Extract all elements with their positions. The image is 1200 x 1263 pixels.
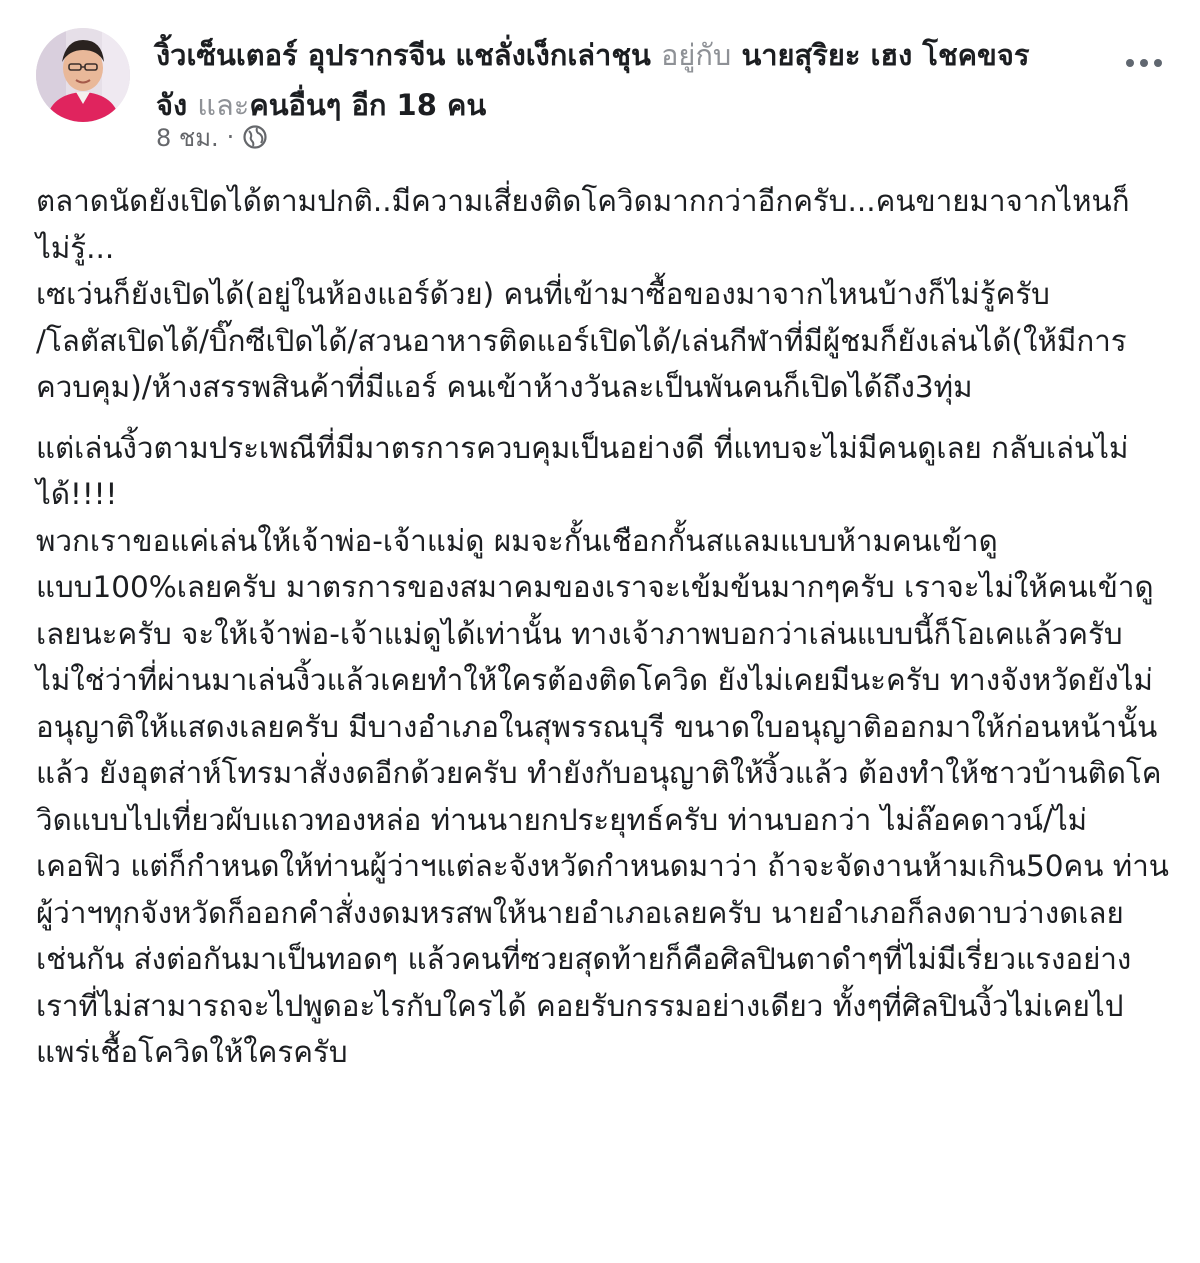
post-meta xyxy=(156,120,268,154)
post-body xyxy=(36,178,1171,1076)
tagged-others-link[interactable]: คนอื่นๆ อีก 18 คน xyxy=(249,88,487,122)
post-timestamp[interactable]: 8 ชม. xyxy=(156,123,219,152)
meta-separator: · xyxy=(226,123,235,151)
crop-edge xyxy=(0,1251,1200,1263)
globe-icon[interactable] xyxy=(242,124,268,150)
more-horizontal-icon xyxy=(1122,50,1166,76)
post-author-line xyxy=(156,30,1056,130)
post-paragraph-2: แต่เล่นงิ้วตามประเพณีที่มีมาตรการควบคุมเป็นอย่างดี ที่แทบจะไม่มีคนดูเลย กลับเล่นไม่ได้!!!! พวกเราขอแค่เล่นให้เจ้าพ่อ-เจ้าแม่ดู ผมจะกั้นเชือกกั้นสแลมแบบห้ามคนเข้าดูแบบ100%เลยครับ มาตรการของสมาคมของเราจะเข้มข้นมากๆครับ เราจะไม่ให้คนเข้าดูเลยนะครับ จะให้เจ้าพ่อ-เจ้าแม่ดูได้เท่านั้น ทางเจ้าภาพบอกว่าเล่นแบบนี้ก็โอเคแล้วครับ ไม่ใช่ว่าที่ผ่านมาเล่นงิ้วแล้วเคยทำให้ใครต้องติดโควิด ยังไม่เคยมีนะครับ ทางจังหวัดยังไม่อนุญาติให้แสดงเลยครับ มีบางอำเภอในสุพรรณบุรี ขนาดใบอนุญาติออกมาให้ก่อนหน้านั้นแล้ว ยังอุตส่าห์โทรมาสั่งงดอีกด้วยครับ ทำยังกับอนุญาติให้งิ้วแล้ว ต้องทำให้ชาวบ้านติดโควิดแบบไปเที่ยวผับแถวทองหล่อ ท่านนายกประยุทธ์ครับ ท่านบอกว่า ไม่ล๊อคดาวน์/ไม่เคอฟิว แต่ก็กำหนดให้ท่านผู้ว่าฯแต่ละจังหวัดกำหนดมาว่า ถ้าจะจัดงานห้ามเกิน50คน ท่านผู้ว่าฯทุกจังหวัดก็ออกคำสั่งงดมหรสพให้นายอำเภอเลยครับ นายอำเภอก็ลงดาบว่างดเลยเช่นกัน ส่งต่อกันมาเป็นทอดๆ แล้วคนที่ซวยสุดท้ายก็คือศิลปินตาดำๆที่ไม่มีเรี่ยวแรงอย่างเราที่ไม่สามารถจะไปพูดอะไรกับใครได้ คอยรับกรรมอย่างเดียว ทั้งๆที่ศิลปินงิ้วไม่เคยไปแพร่เชื้อโควิดให้ใครครับ xyxy=(36,430,1169,1069)
post-paragraph-1: ตลาดนัดยังเปิดได้ตามปกติ..มีความเสี่ยงติดโควิดมากกว่าอีกครับ...คนขายมาจากไหนก็ไม่รู้... เซเว่นก็ยังเปิดได้(อยู่ในห้องแอร์ด้วย) คนที่เข้ามาซื้อของมาจากไหนบ้างก็ไม่รู้ครับ /โลตัสเปิดได้/บิ๊กซีเปิดได้/สวนอาหารติดแอร์เปิดได้/เล่นกีฬาที่มีผู้ชมก็ยังเล่นได้(ให้มีการควบคุม)/ห้างสรรพสินค้าที่มีแอร์ คนเข้าห้างวันละเป็นพันคนก็เปิดได้ถึง3ทุ่ม xyxy=(36,184,1130,404)
more-options-button[interactable] xyxy=(1122,50,1166,76)
post-header xyxy=(36,24,1166,164)
with-label: อยู่กับ xyxy=(660,38,732,72)
and-label: และ xyxy=(197,88,250,122)
author-name[interactable]: งิ้วเซ็นเตอร์ อุปรากรจีน แชลั่งเง็กเล่าชุน xyxy=(156,38,651,72)
author-avatar[interactable] xyxy=(36,28,130,122)
tagged-person-name[interactable]: นายสุริยะ เฮง โชคขจรจัง xyxy=(156,38,1030,122)
